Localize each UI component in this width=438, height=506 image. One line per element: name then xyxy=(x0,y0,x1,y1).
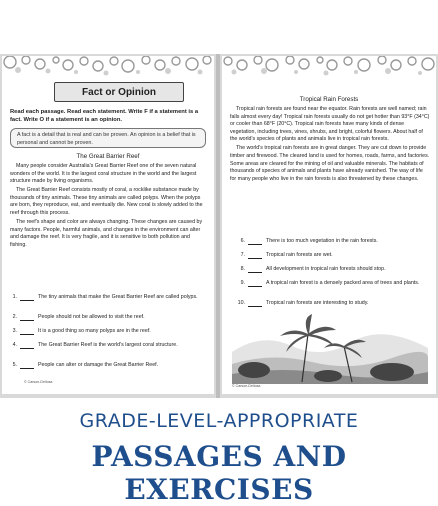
answer-blank[interactable] xyxy=(20,328,34,335)
answer-blank[interactable] xyxy=(248,252,262,259)
book-spine xyxy=(216,54,220,398)
definition-box: A fact is a detail that is real and can be proven. An opinion is a belief that is personal and cannot be proven. xyxy=(10,128,206,148)
question-item: 8. All development in tropical rain forests should stop. xyxy=(240,266,386,272)
question-item: 3. It is a good thing so many polyps are in the reef. xyxy=(12,328,151,334)
paragraph: Many people consider Australia's Great Barrier Reef one of the seven natural wonders of the world. It is the largest coral structure in the world and the largest structure made by living organisms. xyxy=(10,163,197,185)
question-item: 6. There is too much vegetation in the rain forests. xyxy=(240,238,378,244)
passage-body xyxy=(10,163,208,251)
answer-blank[interactable] xyxy=(248,238,262,245)
page-title: Fact or Opinion xyxy=(54,82,184,102)
instructions: Read each passage. Read each statement. Write F if a statement is a fact. Write O if a statement is an opinion. xyxy=(10,109,199,123)
paragraph: The world's tropical rain forests are in great danger. They are cut down to provide timber and firewood. The cleared land is used for homes, roads, farms, and factories. Some areas are cleared for the mining of oil and valuable minerals. The habitats of thousands of species of animals and plants have already vanished. The way of life for many people who live in the rain forests is also threatened by these changes. xyxy=(230,145,430,182)
banner-line-1: GRADE-LEVEL-APPROPRIATE xyxy=(79,410,359,432)
question-item: 10. Tropical rain forests are interesting to study. xyxy=(237,300,369,306)
question-item: 1. The tiny animals that make the Great Barrier Reef are called polyps. xyxy=(12,294,198,300)
right-page xyxy=(222,56,436,394)
question-item: 7. Tropical rain forests are wet. xyxy=(240,252,333,258)
question-item: 4. The Great Barrier Reef is the world's largest coral structure. xyxy=(12,342,178,348)
question-item: 5. People can alter or damage the Great Barrier Reef. xyxy=(12,362,159,368)
answer-blank[interactable] xyxy=(248,280,262,287)
answer-blank[interactable] xyxy=(248,266,262,273)
question-item: 9. A tropical rain forest is a densely packed area of trees and plants. xyxy=(240,280,420,286)
left-page xyxy=(2,56,214,394)
answer-blank[interactable] xyxy=(20,342,34,349)
decorative-circles xyxy=(2,56,214,78)
decorative-circles xyxy=(222,56,436,78)
paragraph: The reef's shape and color are always changing. These changes are caused by many factors. People, harmful animals, and changes in the environment can alter and damage the reef. It is very fragile, and it is sensitive to both pollution and fishing. xyxy=(10,219,203,248)
passage-body xyxy=(230,106,430,185)
copyright: © Carson-Dellosa xyxy=(232,384,261,388)
answer-blank[interactable] xyxy=(20,294,34,301)
answer-blank[interactable] xyxy=(20,314,34,321)
answer-blank[interactable] xyxy=(248,300,262,307)
copyright: © Carson-Dellosa xyxy=(24,380,53,384)
passage-title: Tropical Rain Forests xyxy=(299,96,359,103)
banner-line-2: PASSAGES AND EXERCISES xyxy=(91,440,347,506)
paragraph: Tropical rain forests are found near the equator. Rain forests are well named; rain falls almost every day! Tropical rain forests usually do not get hotter than 93°F (34°C) or cooler than 68°F (20°C). Tropical rain forests have many kinds of dense vegetation, including trees, vines, shrubs, and bright, colorful flowers. About half of the world's species of plants and animals live in tropical rain forests. xyxy=(230,106,430,143)
question-item: 2. People should not be allowed to visit the reef. xyxy=(12,314,145,320)
answer-blank[interactable] xyxy=(20,362,34,369)
rainforest-illustration xyxy=(232,312,428,384)
passage-title: The Great Barrier Reef xyxy=(76,153,140,160)
paragraph: The Great Barrier Reef consists mostly of coral, a rocklike substance made by thousands of tiny animals. These tiny animals are called polyps. When the polyps are born, they reproduce, eat, and eventually die. New coral is slowly added to the reef through this process. xyxy=(10,187,203,217)
